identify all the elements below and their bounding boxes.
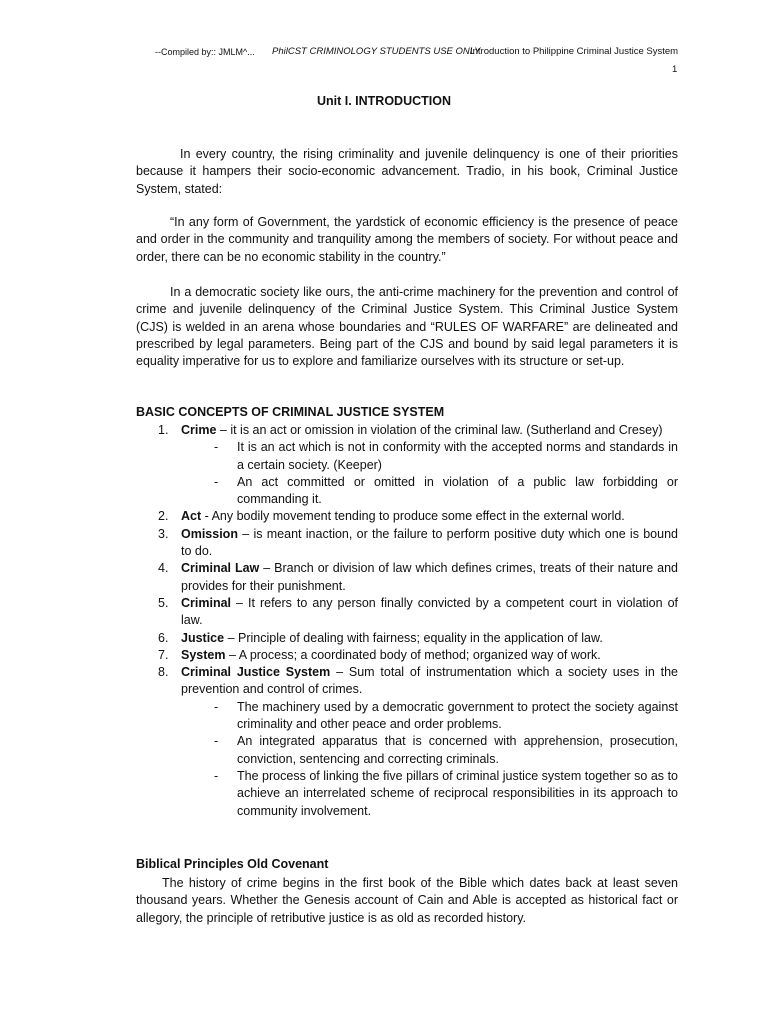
- concept-term: System: [181, 647, 226, 662]
- dash-bullet: -: [214, 440, 219, 455]
- concept-term: Criminal: [181, 595, 232, 610]
- concept-definition: – It refers to any person finally convicted by a competent court in violation of law.: [181, 595, 678, 628]
- concept-definition: – it is an act or omission in violation of the criminal law. (Sutherland and Cresey): [216, 423, 663, 437]
- dash-bullet: -: [214, 699, 219, 714]
- concept-sub-item: [181, 733, 678, 768]
- concept-number: 2.: [158, 509, 169, 524]
- concept-item: [136, 595, 678, 630]
- compiled-by: --Compiled by:: JMLM^...: [155, 47, 255, 57]
- concept-sub-text: The process of linking the five pillars of criminal justice system together so as to achieve an interrelated scheme of reciprocal responsibilities in its approach to community involvement.: [237, 768, 678, 818]
- concept-term: Criminal Law: [181, 561, 260, 576]
- dash-bullet: -: [214, 474, 219, 489]
- democratic-paragraph: In a democratic society like ours, the anti-crime machinery for the prevention and control of crime and juvenile delinquency of the Criminal Justice System. This Criminal Justice System (CJS) is welded in an arena whose boundaries and “RULES OF WARFARE” are delineated and prescribed by legal parameters. Being part of the CJS and bound by said legal parameters it is equality imperative for us to explore and familiarize ourselves with its structure or set-up.: [136, 285, 678, 369]
- concept-item: [136, 560, 678, 595]
- concept-item: [136, 508, 678, 525]
- concept-sub-item: [181, 699, 678, 734]
- concept-number: 7.: [158, 647, 169, 662]
- intro-paragraph: In every country, the rising criminality and juvenile delinquency is one of their priorities because it hampers their socio-economic advancement. Tradio, in his book, Criminal Justice System, stated:: [136, 147, 678, 196]
- concept-sub-text: An act committed or omitted in violation of a public law forbidding or commanding it.: [237, 474, 678, 507]
- concept-definition: – Principle of dealing with fairness; equality in the application of law.: [224, 630, 603, 645]
- concept-sub-list: [181, 439, 678, 508]
- concept-number: 6.: [158, 630, 169, 645]
- concept-number: 1.: [158, 423, 169, 437]
- concept-definition: – A process; a coordinated body of method; organized way of work.: [225, 647, 601, 662]
- basic-concepts-list: [136, 422, 678, 820]
- concept-sub-item: [181, 768, 678, 820]
- concept-sub-text: An integrated apparatus that is concerned with apprehension, prosecution, conviction, sentencing and correcting criminals.: [237, 734, 678, 766]
- concept-term: Omission: [181, 526, 238, 541]
- concept-number: 5.: [158, 595, 169, 610]
- concept-number: 8.: [158, 665, 169, 680]
- concept-definition: – Sum total of instrumentation which a society uses in the prevention and control of crimes.: [181, 665, 678, 697]
- concept-sub-list: [181, 699, 678, 820]
- concept-definition: – Branch or division of law which defines crimes, treats of their nature and provides for their punishment.: [181, 561, 678, 593]
- concept-term: Justice: [181, 630, 225, 645]
- course-title: Introduction to Philippine Criminal Justice System: [470, 46, 679, 57]
- concept-item: [136, 422, 678, 508]
- biblical-heading: Biblical Principles Old Covenant: [136, 857, 329, 871]
- dash-bullet: -: [214, 734, 219, 749]
- quote-paragraph: “In any form of Government, the yardstick of economic efficiency is the presence of peace and order in the community and tranquility among the members of society. For without peace and order, there can be no economic stability in the country.”: [136, 215, 678, 264]
- concept-sub-text: It is an act which is not in conformity with the accepted norms and standards in a certain society. (Keeper): [237, 440, 678, 472]
- page-number: 1: [672, 64, 678, 75]
- biblical-paragraph: The history of crime begins in the first book of the Bible which dates back at least seven thousand years. Whether the Genesis account of Cain and Able is accepted as historical fact or allegory, the principle of retributive justice is as old as recorded history.: [136, 876, 678, 925]
- concept-definition: - Any bodily movement tending to produce some effect in the external world.: [201, 509, 625, 524]
- concept-term: Crime: [181, 423, 217, 437]
- concept-sub-text: The machinery used by a democratic government to protect the society against criminality and other peace and order problems.: [237, 699, 678, 732]
- concept-term: Criminal Justice System: [181, 665, 331, 680]
- concept-number: 4.: [158, 561, 169, 576]
- concept-item: [136, 647, 678, 664]
- concept-term: Act: [181, 509, 202, 524]
- concept-definition: – is meant inaction, or the failure to perform positive duty which one is bound to do.: [181, 526, 678, 559]
- concept-item: [136, 526, 678, 561]
- dash-bullet: -: [214, 768, 219, 783]
- concept-item: [136, 664, 678, 820]
- use-only-notice: PhilCST CRIMINOLOGY STUDENTS USE ONLY: [272, 46, 481, 57]
- concept-sub-item: [181, 439, 678, 474]
- page-title: Unit I. INTRODUCTION: [316, 94, 451, 108]
- basic-concepts-heading: BASIC CONCEPTS OF CRIMINAL JUSTICE SYSTEM: [136, 405, 445, 419]
- concept-number: 3.: [158, 526, 169, 541]
- concept-sub-item: [181, 474, 678, 509]
- concept-item: [136, 630, 678, 647]
